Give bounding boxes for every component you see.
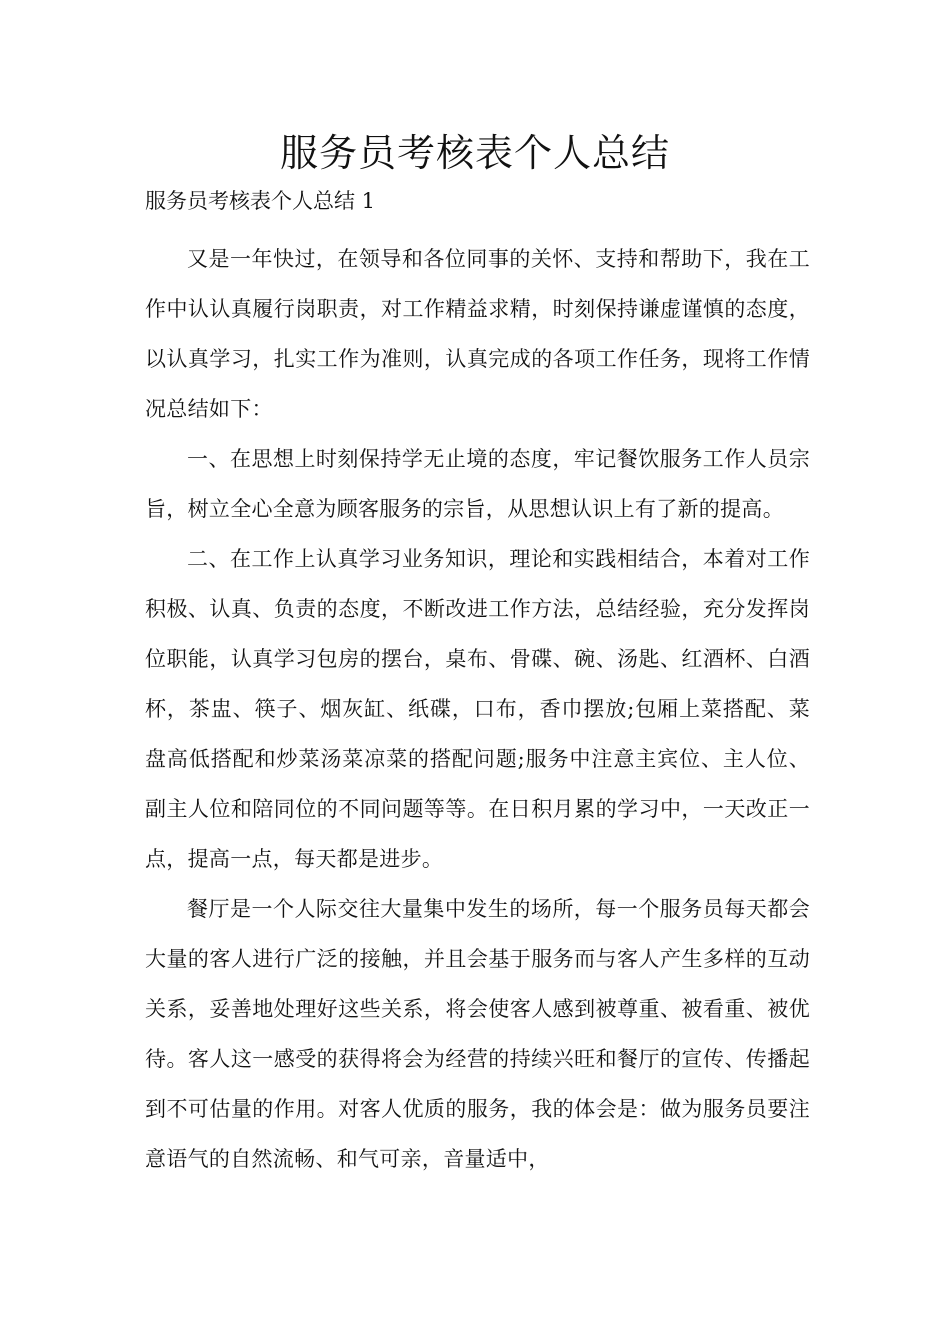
paragraph-intro: 又是一年快过，在领导和各位同事的关怀、支持和帮助下，我在工作中认认真履行岗职责，对工作精益求精，时刻保持谦虚谨慎的态度，以认真学习，扎实工作为准则，认真完成的各项工作任务，现将工作情况总结如下：	[145, 247, 810, 421]
document-subtitle: 服务员考核表个人总结 1	[145, 189, 376, 213]
document-title: 服务员考核表个人总结	[279, 131, 670, 175]
paragraph-section-one: 一、在思想上时刻保持学无止境的态度，牢记餐饮服务工作人员宗旨，树立全心全意为顾客服务的宗旨，从思想认识上有了新的提高。	[145, 447, 810, 521]
paragraph-restaurant: 餐厅是一个人际交往大量集中发生的场所，每一个服务员每天都会大量的客人进行广泛的接触，并且会基于服务而与客人产生多样的互动关系，妥善地处理好这些关系，将会使客人感到被尊重、被看重、被优待。客人这一感受的获得将会为经营的持续兴旺和餐厅的宣传、传播起到不可估量的作用。对客人优质的服务，我的体会是：做为服务员要注意语气的自然流畅、和气可亲，音量适中，	[145, 897, 810, 1171]
document-body	[145, 234, 810, 1184]
paragraph-section-two: 二、在工作上认真学习业务知识，理论和实践相结合，本着对工作积极、认真、负责的态度，不断改进工作方法，总结经验，充分发挥岗位职能，认真学习包房的摆台，桌布、骨碟、碗、汤匙、红酒杯、白酒杯，茶盅、筷子、烟灰缸、纸碟，口布，香巾摆放;包厢上菜搭配、菜盘高低搭配和炒菜汤菜凉菜的搭配问题;服务中注意主宾位、主人位、副主人位和陪同位的不同问题等等。在日积月累的学习中，一天改正一点，提高一点，每天都是进步。	[145, 547, 810, 871]
